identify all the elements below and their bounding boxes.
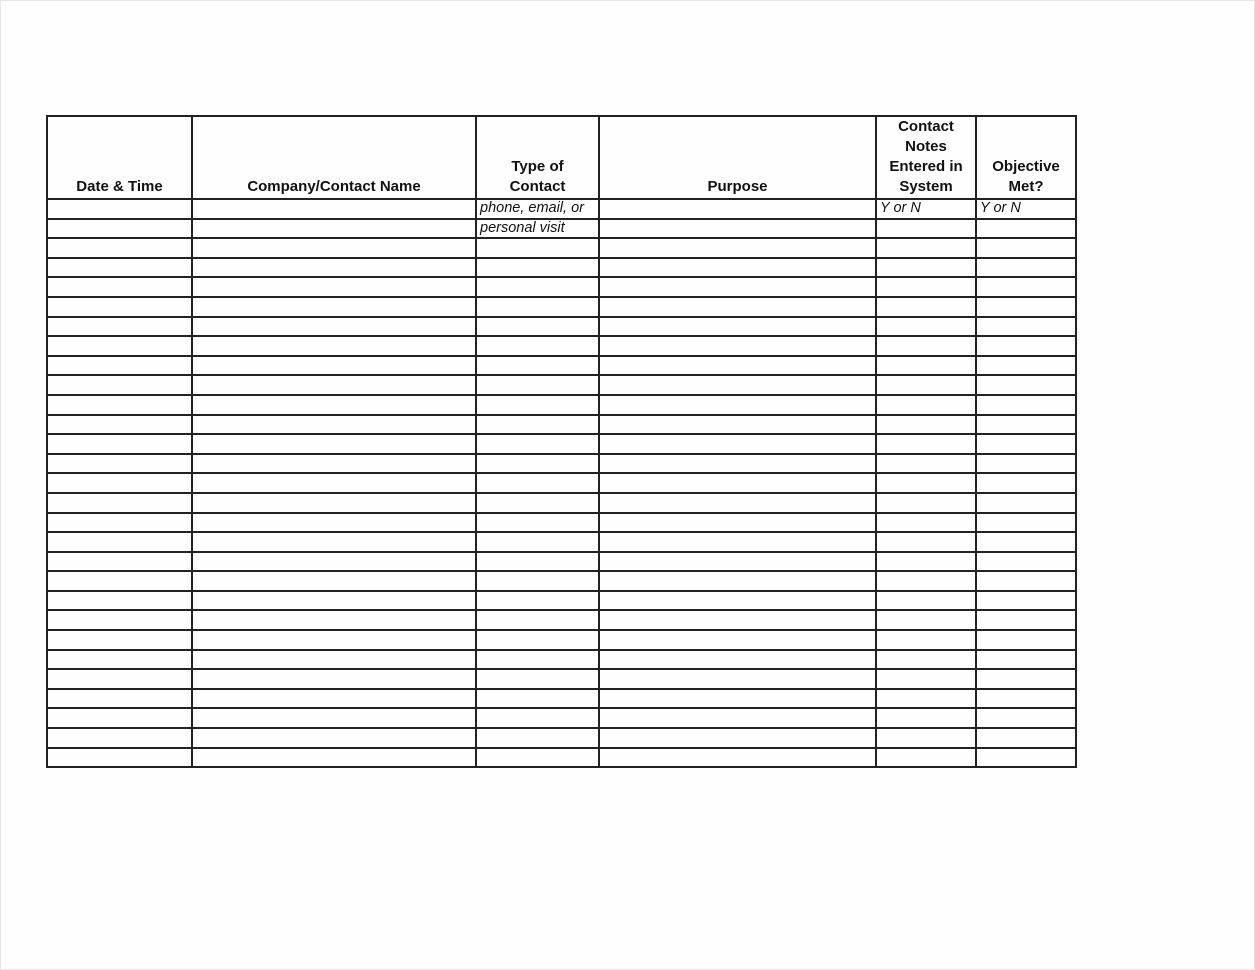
hint-text: phone, email, or bbox=[480, 200, 584, 217]
cell-company-contact-name[interactable] bbox=[192, 238, 476, 258]
cell-notes-entered[interactable] bbox=[876, 415, 976, 435]
cell-purpose[interactable] bbox=[599, 591, 876, 611]
table-row bbox=[47, 689, 1076, 709]
cell-purpose[interactable] bbox=[599, 689, 876, 709]
cell-objective-met[interactable] bbox=[976, 277, 1076, 297]
header-objective-met bbox=[976, 116, 1076, 199]
cell-company-contact-name[interactable] bbox=[192, 748, 476, 768]
cell-company-contact-name[interactable] bbox=[192, 610, 476, 630]
cell-notes-entered[interactable] bbox=[876, 748, 976, 768]
cell-objective-met[interactable] bbox=[976, 552, 1076, 572]
cell-objective-met[interactable] bbox=[976, 591, 1076, 611]
header-label: Date & Time bbox=[76, 178, 163, 195]
cell-date-time[interactable] bbox=[47, 669, 192, 689]
cell-notes-entered[interactable] bbox=[876, 571, 976, 591]
cell-company-contact-name[interactable] bbox=[192, 258, 476, 278]
table-row bbox=[47, 669, 1076, 689]
cell-date-time[interactable] bbox=[47, 650, 192, 670]
table-row bbox=[47, 591, 1076, 611]
cell-type-of-contact[interactable] bbox=[476, 219, 599, 239]
cell-notes-entered[interactable] bbox=[876, 317, 976, 337]
hint-text: personal visit bbox=[480, 219, 565, 236]
cell-objective-met[interactable] bbox=[976, 630, 1076, 650]
table-row bbox=[47, 728, 1076, 748]
cell-notes-entered[interactable] bbox=[876, 375, 976, 395]
cell-date-time[interactable] bbox=[47, 277, 192, 297]
cell-date-time[interactable] bbox=[47, 513, 192, 533]
cell-type-of-contact[interactable] bbox=[476, 708, 599, 728]
cell-date-time[interactable] bbox=[47, 317, 192, 337]
cell-notes-entered[interactable] bbox=[876, 591, 976, 611]
cell-date-time[interactable] bbox=[47, 728, 192, 748]
table-row bbox=[47, 473, 1076, 493]
table-row bbox=[47, 336, 1076, 356]
cell-type-of-contact[interactable] bbox=[476, 238, 599, 258]
cell-notes-entered[interactable] bbox=[876, 689, 976, 709]
cell-date-time[interactable] bbox=[47, 748, 192, 768]
cell-purpose[interactable] bbox=[599, 571, 876, 591]
cell-purpose[interactable] bbox=[599, 532, 876, 552]
cell-company-contact-name[interactable] bbox=[192, 650, 476, 670]
cell-objective-met[interactable] bbox=[976, 669, 1076, 689]
cell-purpose[interactable] bbox=[599, 610, 876, 630]
cell-purpose[interactable] bbox=[599, 375, 876, 395]
cell-purpose[interactable] bbox=[599, 336, 876, 356]
cell-notes-entered[interactable] bbox=[876, 552, 976, 572]
cell-objective-met[interactable] bbox=[976, 454, 1076, 474]
cell-type-of-contact[interactable] bbox=[476, 277, 599, 297]
table-row bbox=[47, 610, 1076, 630]
cell-date-time[interactable] bbox=[47, 689, 192, 709]
cell-date-time[interactable] bbox=[47, 219, 192, 239]
table-row bbox=[47, 630, 1076, 650]
cell-type-of-contact[interactable] bbox=[476, 375, 599, 395]
cell-company-contact-name[interactable] bbox=[192, 728, 476, 748]
cell-company-contact-name[interactable] bbox=[192, 513, 476, 533]
header-purpose bbox=[599, 116, 876, 199]
cell-objective-met[interactable] bbox=[976, 689, 1076, 709]
cell-company-contact-name[interactable] bbox=[192, 708, 476, 728]
cell-purpose[interactable] bbox=[599, 493, 876, 513]
cell-purpose[interactable] bbox=[599, 238, 876, 258]
table-row bbox=[47, 434, 1076, 454]
table-row bbox=[47, 317, 1076, 337]
cell-type-of-contact[interactable] bbox=[476, 591, 599, 611]
hint-text: Y or N bbox=[880, 200, 921, 217]
cell-type-of-contact[interactable] bbox=[476, 434, 599, 454]
header-label-line: Contact bbox=[509, 178, 566, 195]
cell-objective-met[interactable] bbox=[976, 336, 1076, 356]
header-label-line: System bbox=[899, 178, 953, 195]
cell-purpose[interactable] bbox=[599, 650, 876, 670]
table-row bbox=[47, 650, 1076, 670]
cell-notes-entered[interactable] bbox=[876, 454, 976, 474]
cell-objective-met[interactable] bbox=[976, 356, 1076, 376]
cell-date-time[interactable] bbox=[47, 199, 192, 219]
cell-type-of-contact[interactable] bbox=[476, 317, 599, 337]
cell-type-of-contact[interactable] bbox=[476, 258, 599, 278]
cell-objective-met[interactable] bbox=[976, 199, 1076, 219]
cell-type-of-contact[interactable] bbox=[476, 669, 599, 689]
cell-notes-entered[interactable] bbox=[876, 297, 976, 317]
cell-purpose[interactable] bbox=[599, 258, 876, 278]
cell-objective-met[interactable] bbox=[976, 415, 1076, 435]
table-row bbox=[47, 258, 1076, 278]
header-company-contact-name bbox=[192, 116, 476, 199]
cell-purpose[interactable] bbox=[599, 297, 876, 317]
cell-purpose[interactable] bbox=[599, 552, 876, 572]
cell-date-time[interactable] bbox=[47, 395, 192, 415]
cell-type-of-contact[interactable] bbox=[476, 513, 599, 533]
cell-company-contact-name[interactable] bbox=[192, 493, 476, 513]
cell-notes-entered[interactable] bbox=[876, 513, 976, 533]
table-row bbox=[47, 356, 1076, 376]
cell-type-of-contact[interactable] bbox=[476, 297, 599, 317]
cell-date-time[interactable] bbox=[47, 415, 192, 435]
cell-purpose[interactable] bbox=[599, 356, 876, 376]
cell-date-time[interactable] bbox=[47, 708, 192, 728]
cell-company-contact-name[interactable] bbox=[192, 375, 476, 395]
cell-company-contact-name[interactable] bbox=[192, 689, 476, 709]
cell-company-contact-name[interactable] bbox=[192, 454, 476, 474]
table-row bbox=[47, 552, 1076, 572]
cell-type-of-contact[interactable] bbox=[476, 650, 599, 670]
cell-purpose[interactable] bbox=[599, 513, 876, 533]
header-contact-notes-entered bbox=[876, 116, 976, 199]
cell-date-time[interactable] bbox=[47, 630, 192, 650]
cell-objective-met[interactable] bbox=[976, 748, 1076, 768]
cell-objective-met[interactable] bbox=[976, 728, 1076, 748]
cell-purpose[interactable] bbox=[599, 434, 876, 454]
cell-date-time[interactable] bbox=[47, 356, 192, 376]
cell-company-contact-name[interactable] bbox=[192, 571, 476, 591]
cell-type-of-contact[interactable] bbox=[476, 610, 599, 630]
cell-purpose[interactable] bbox=[599, 669, 876, 689]
cell-type-of-contact[interactable] bbox=[476, 552, 599, 572]
table-row bbox=[47, 375, 1076, 395]
cell-notes-entered[interactable] bbox=[876, 277, 976, 297]
cell-type-of-contact[interactable] bbox=[476, 532, 599, 552]
cell-purpose[interactable] bbox=[599, 748, 876, 768]
cell-purpose[interactable] bbox=[599, 454, 876, 474]
cell-objective-met[interactable] bbox=[976, 375, 1076, 395]
cell-date-time[interactable] bbox=[47, 238, 192, 258]
cell-date-time[interactable] bbox=[47, 454, 192, 474]
header-date-time bbox=[47, 116, 192, 199]
cell-purpose[interactable] bbox=[599, 473, 876, 493]
cell-notes-entered[interactable] bbox=[876, 258, 976, 278]
cell-type-of-contact[interactable] bbox=[476, 493, 599, 513]
cell-date-time[interactable] bbox=[47, 493, 192, 513]
header-type-of-contact bbox=[476, 116, 599, 199]
cell-type-of-contact[interactable] bbox=[476, 473, 599, 493]
table-row bbox=[47, 493, 1076, 513]
cell-type-of-contact[interactable] bbox=[476, 395, 599, 415]
cell-company-contact-name[interactable] bbox=[192, 297, 476, 317]
cell-company-contact-name[interactable] bbox=[192, 552, 476, 572]
cell-purpose[interactable] bbox=[599, 728, 876, 748]
table-row bbox=[47, 277, 1076, 297]
cell-notes-entered[interactable] bbox=[876, 219, 976, 239]
cell-date-time[interactable] bbox=[47, 473, 192, 493]
hint-text: Y or N bbox=[980, 200, 1021, 217]
cell-purpose[interactable] bbox=[599, 415, 876, 435]
table-row bbox=[47, 532, 1076, 552]
cell-company-contact-name[interactable] bbox=[192, 336, 476, 356]
cell-objective-met[interactable] bbox=[976, 219, 1076, 239]
cell-objective-met[interactable] bbox=[976, 473, 1076, 493]
cell-date-time[interactable] bbox=[47, 258, 192, 278]
cell-date-time[interactable] bbox=[47, 610, 192, 630]
cell-company-contact-name[interactable] bbox=[192, 473, 476, 493]
cell-company-contact-name[interactable] bbox=[192, 532, 476, 552]
cell-objective-met[interactable] bbox=[976, 571, 1076, 591]
cell-company-contact-name[interactable] bbox=[192, 395, 476, 415]
cell-date-time[interactable] bbox=[47, 552, 192, 572]
cell-type-of-contact[interactable] bbox=[476, 630, 599, 650]
cell-objective-met[interactable] bbox=[976, 238, 1076, 258]
table-row bbox=[47, 395, 1076, 415]
cell-company-contact-name[interactable] bbox=[192, 591, 476, 611]
header-label-line: Type of bbox=[511, 158, 564, 175]
header-label-line: Objective bbox=[992, 158, 1060, 175]
cell-company-contact-name[interactable] bbox=[192, 317, 476, 337]
cell-notes-entered[interactable] bbox=[876, 199, 976, 219]
table-row bbox=[47, 238, 1076, 258]
cell-type-of-contact[interactable] bbox=[476, 454, 599, 474]
cell-objective-met[interactable] bbox=[976, 297, 1076, 317]
cell-notes-entered[interactable] bbox=[876, 238, 976, 258]
cell-objective-met[interactable] bbox=[976, 708, 1076, 728]
cell-objective-met[interactable] bbox=[976, 532, 1076, 552]
cell-date-time[interactable] bbox=[47, 336, 192, 356]
table-row bbox=[47, 297, 1076, 317]
cell-type-of-contact[interactable] bbox=[476, 748, 599, 768]
cell-purpose[interactable] bbox=[599, 277, 876, 297]
cell-type-of-contact[interactable] bbox=[476, 689, 599, 709]
cell-notes-entered[interactable] bbox=[876, 473, 976, 493]
cell-objective-met[interactable] bbox=[976, 610, 1076, 630]
cell-purpose[interactable] bbox=[599, 199, 876, 219]
table-row bbox=[47, 708, 1076, 728]
header-row bbox=[47, 116, 1076, 199]
cell-type-of-contact[interactable] bbox=[476, 356, 599, 376]
cell-company-contact-name[interactable] bbox=[192, 434, 476, 454]
table-row bbox=[47, 199, 1076, 219]
cell-objective-met[interactable] bbox=[976, 650, 1076, 670]
cell-notes-entered[interactable] bbox=[876, 395, 976, 415]
table-row bbox=[47, 513, 1076, 533]
cell-date-time[interactable] bbox=[47, 532, 192, 552]
cell-notes-entered[interactable] bbox=[876, 630, 976, 650]
cell-date-time[interactable] bbox=[47, 375, 192, 395]
cell-objective-met[interactable] bbox=[976, 258, 1076, 278]
cell-company-contact-name[interactable] bbox=[192, 669, 476, 689]
cell-objective-met[interactable] bbox=[976, 317, 1076, 337]
cell-type-of-contact[interactable] bbox=[476, 728, 599, 748]
cell-notes-entered[interactable] bbox=[876, 610, 976, 630]
cell-objective-met[interactable] bbox=[976, 493, 1076, 513]
header-label-line: Contact bbox=[898, 118, 954, 135]
cell-purpose[interactable] bbox=[599, 317, 876, 337]
cell-date-time[interactable] bbox=[47, 297, 192, 317]
cell-purpose[interactable] bbox=[599, 708, 876, 728]
header-label: Company/Contact Name bbox=[247, 178, 421, 195]
cell-notes-entered[interactable] bbox=[876, 708, 976, 728]
header-label-line: Met? bbox=[1008, 178, 1044, 195]
cell-type-of-contact[interactable] bbox=[476, 415, 599, 435]
table-row bbox=[47, 415, 1076, 435]
table-row bbox=[47, 748, 1076, 768]
cell-type-of-contact[interactable] bbox=[476, 571, 599, 591]
cell-objective-met[interactable] bbox=[976, 395, 1076, 415]
header-label-line: Notes bbox=[905, 138, 947, 155]
table-row bbox=[47, 219, 1076, 239]
cell-type-of-contact[interactable] bbox=[476, 336, 599, 356]
cell-company-contact-name[interactable] bbox=[192, 277, 476, 297]
cell-company-contact-name[interactable] bbox=[192, 415, 476, 435]
table-row bbox=[47, 571, 1076, 591]
contact-log-body bbox=[47, 199, 1076, 767]
cell-notes-entered[interactable] bbox=[876, 434, 976, 454]
cell-company-contact-name[interactable] bbox=[192, 199, 476, 219]
header-label: Purpose bbox=[707, 178, 768, 195]
table-row bbox=[47, 454, 1076, 474]
cell-objective-met[interactable] bbox=[976, 434, 1076, 454]
cell-purpose[interactable] bbox=[599, 219, 876, 239]
cell-notes-entered[interactable] bbox=[876, 669, 976, 689]
contact-log-table bbox=[46, 115, 1077, 768]
cell-company-contact-name[interactable] bbox=[192, 630, 476, 650]
cell-company-contact-name[interactable] bbox=[192, 219, 476, 239]
cell-company-contact-name[interactable] bbox=[192, 356, 476, 376]
cell-type-of-contact[interactable] bbox=[476, 199, 599, 219]
cell-notes-entered[interactable] bbox=[876, 356, 976, 376]
cell-notes-entered[interactable] bbox=[876, 728, 976, 748]
cell-notes-entered[interactable] bbox=[876, 336, 976, 356]
cell-purpose[interactable] bbox=[599, 630, 876, 650]
cell-notes-entered[interactable] bbox=[876, 493, 976, 513]
cell-date-time[interactable] bbox=[47, 571, 192, 591]
header-label-line: Entered in bbox=[889, 158, 963, 175]
cell-notes-entered[interactable] bbox=[876, 532, 976, 552]
cell-notes-entered[interactable] bbox=[876, 650, 976, 670]
cell-purpose[interactable] bbox=[599, 395, 876, 415]
cell-date-time[interactable] bbox=[47, 434, 192, 454]
cell-objective-met[interactable] bbox=[976, 513, 1076, 533]
cell-date-time[interactable] bbox=[47, 591, 192, 611]
